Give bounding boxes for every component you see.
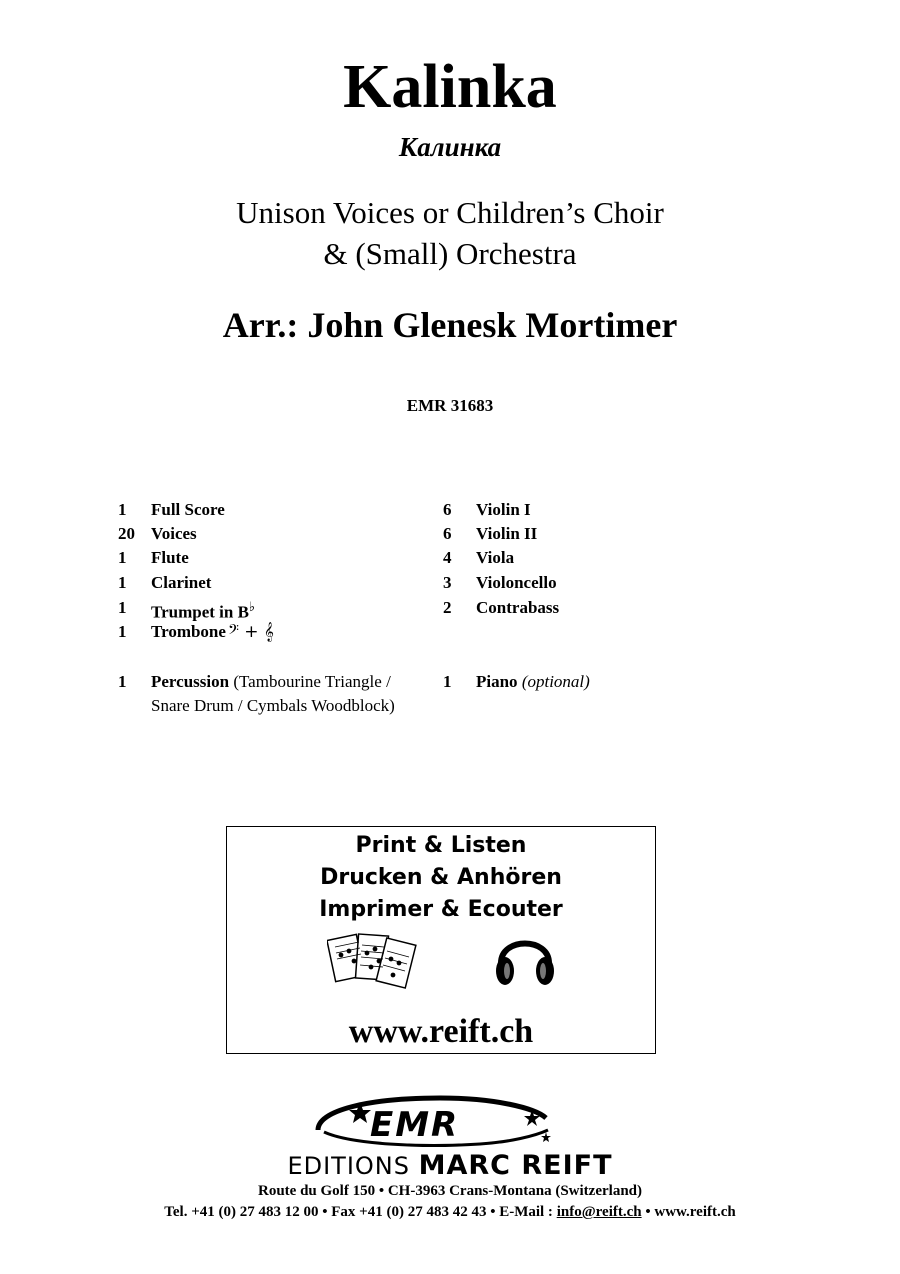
print-listen-box <box>226 826 656 1054</box>
instrument-name-text: Trombone <box>151 622 226 641</box>
headphones-icon <box>491 927 559 991</box>
instrument-name: Violin II <box>476 524 538 543</box>
instrument-qty: 1 <box>118 500 127 519</box>
instrument-qty: 2 <box>443 598 452 617</box>
publisher-name <box>0 1152 900 1180</box>
instrument-qty: 1 <box>118 548 127 567</box>
emr-logo-text: EMR <box>370 1105 460 1145</box>
website-link[interactable]: www.reift.ch <box>348 1013 534 1050</box>
instrument-qty: 1 <box>118 573 127 592</box>
instrument-name: Contrabass <box>476 598 560 617</box>
voicing-line-1: Unison Voices or Children’s Choir <box>236 195 664 230</box>
sheet-music-icon <box>327 931 421 995</box>
flat-symbol: ♭ <box>248 600 256 615</box>
contact-website: • www.reift.ch <box>641 1204 736 1220</box>
percussion-detail: (Tambourine Triangle / Snare Drum / Cymbals Woodblock) <box>151 672 395 715</box>
catalog-number: EMR 31683 <box>406 396 494 415</box>
publisher-address: Route du Golf 150 • CH-3963 Crans-Montana (Switzerland) <box>258 1183 642 1199</box>
promo-line-french: Imprimer & Ecouter <box>319 897 563 922</box>
instrument-name: Voices <box>151 524 197 543</box>
promo-line-german: Drucken & Anhören <box>320 865 562 890</box>
clef-symbols: 𝄢 + 𝄞 <box>227 622 274 642</box>
voicing-line-2: & (Small) Orchestra <box>323 236 577 271</box>
instrument-name: Violoncello <box>476 573 557 592</box>
piece-title: Kalinka <box>343 53 557 121</box>
instrument-qty: 6 <box>443 500 452 519</box>
instrument-qty: 1 <box>118 672 127 691</box>
promo-line-english: Print & Listen <box>355 833 527 858</box>
piano-name: Piano <box>476 672 518 691</box>
publisher-name-part: MARC <box>418 1150 522 1181</box>
arranger: Arr.: John Glenesk Mortimer <box>222 305 678 345</box>
instrument-name: Viola <box>476 548 515 567</box>
instrument-qty: 1 <box>118 598 127 617</box>
email-link[interactable]: info@reift.ch <box>556 1204 642 1220</box>
instrument-name: Percussion <box>151 672 230 691</box>
instrument-name: Flute <box>151 548 189 567</box>
publisher-name-part: REIFT <box>521 1150 613 1181</box>
instrument-name: Violin I <box>476 500 531 519</box>
instrument-qty: 3 <box>443 573 452 592</box>
instrument-qty: 20 <box>118 524 135 543</box>
percussion-description <box>151 670 431 718</box>
publisher-name-part: EDITIONS <box>287 1152 419 1180</box>
instrument-name <box>151 598 255 623</box>
instrument-name <box>476 670 590 694</box>
instrument-qty: 4 <box>443 548 452 567</box>
publisher-contact <box>0 1203 900 1221</box>
instrument-name-text: Trumpet in B <box>151 602 249 622</box>
emr-logo <box>310 1092 560 1152</box>
instrument-name: Clarinet <box>151 573 212 592</box>
instrument-qty: 6 <box>443 524 452 543</box>
instrument-qty: 1 <box>443 672 452 691</box>
piece-subtitle-cyrillic: Калинка <box>398 132 502 162</box>
instrument-name <box>151 622 274 642</box>
instrument-name: Full Score <box>151 500 225 519</box>
instrument-qty: 1 <box>118 622 127 641</box>
contact-phone-fax: Tel. +41 (0) 27 483 12 00 • Fax +41 (0) 27 483 42 43 • E-Mail : <box>164 1204 557 1220</box>
piano-optional-note: (optional) <box>521 672 590 691</box>
